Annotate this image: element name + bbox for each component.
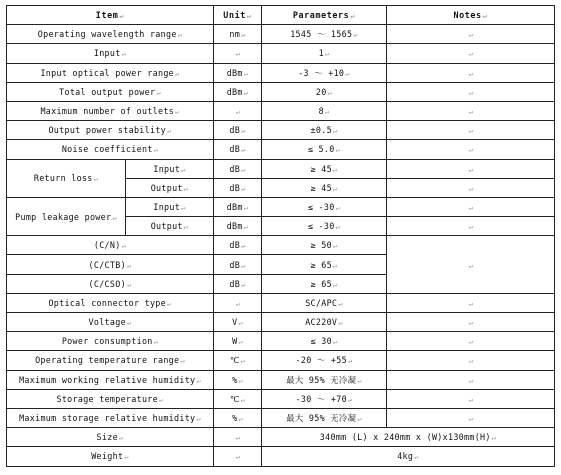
unit-cell: dBm↵ bbox=[214, 63, 262, 82]
table-row bbox=[7, 82, 555, 101]
unit-cell: ↵ bbox=[214, 44, 262, 63]
item-cell: (C/N)↵ bbox=[7, 236, 214, 255]
table-row bbox=[7, 25, 555, 44]
header-notes: Notes↵ bbox=[387, 6, 555, 25]
item-cell: Maximum number of outlets↵ bbox=[7, 101, 214, 120]
param-cell: ≥ 45↵ bbox=[262, 159, 387, 178]
note-cell: ↵ bbox=[387, 389, 555, 408]
table-row bbox=[7, 370, 555, 389]
param-cell: -20 ～ +55↵ bbox=[262, 351, 387, 370]
item-cell: Weight↵ bbox=[7, 447, 214, 466]
note-cell: ↵ bbox=[387, 332, 555, 351]
table-row bbox=[7, 428, 555, 447]
table-row bbox=[7, 197, 555, 216]
param-cell: -3 ～ +10↵ bbox=[262, 63, 387, 82]
unit-cell: dB↵ bbox=[214, 121, 262, 140]
param-cell: 8↵ bbox=[262, 101, 387, 120]
table-row bbox=[7, 447, 555, 466]
param-cell: ≤ -30↵ bbox=[262, 197, 387, 216]
table-row bbox=[7, 389, 555, 408]
item-cell: Power consumption↵ bbox=[7, 332, 214, 351]
table-row bbox=[7, 236, 555, 255]
unit-cell: dBm↵ bbox=[214, 217, 262, 236]
item-cell: Storage temperature↵ bbox=[7, 389, 214, 408]
note-cell: ↵ bbox=[387, 63, 555, 82]
spec-table bbox=[6, 5, 555, 467]
sub-item-cell: Output↵ bbox=[126, 178, 214, 197]
item-cell: Operating wavelength range↵ bbox=[7, 25, 214, 44]
sub-item-cell: Output↵ bbox=[126, 217, 214, 236]
param-cell: -30 ～ +70↵ bbox=[262, 389, 387, 408]
param-cell: SC/APC↵ bbox=[262, 293, 387, 312]
note-cell: ↵ bbox=[387, 25, 555, 44]
unit-cell: dB↵ bbox=[214, 140, 262, 159]
sub-item-cell: Input↵ bbox=[126, 197, 214, 216]
note-cell: ↵ bbox=[387, 197, 555, 216]
note-cell: ↵ bbox=[387, 293, 555, 312]
unit-cell: ↵ bbox=[214, 428, 262, 447]
note-cell: ↵ bbox=[387, 140, 555, 159]
unit-cell: dB↵ bbox=[214, 255, 262, 274]
param-cell: 20↵ bbox=[262, 82, 387, 101]
unit-cell: dB↵ bbox=[214, 236, 262, 255]
param-cell: ≤ -30↵ bbox=[262, 217, 387, 236]
item-cell: Size↵ bbox=[7, 428, 214, 447]
note-cell: ↵ bbox=[387, 217, 555, 236]
table-row bbox=[7, 293, 555, 312]
param-cell: 最大 95% 无冷凝↵ bbox=[262, 370, 387, 389]
item-cell: Optical connector type↵ bbox=[7, 293, 214, 312]
note-cell: ↵ bbox=[387, 44, 555, 63]
item-cell: (C/CSO)↵ bbox=[7, 274, 214, 293]
param-cell: ≤ 5.0↵ bbox=[262, 140, 387, 159]
unit-cell: ↵ bbox=[214, 447, 262, 466]
item-cell: Input optical power range↵ bbox=[7, 63, 214, 82]
param-cell: ≥ 50↵ bbox=[262, 236, 387, 255]
header-parameters: Parameters↵ bbox=[262, 6, 387, 25]
param-cell: ±0.5↵ bbox=[262, 121, 387, 140]
unit-cell: ↵ bbox=[214, 293, 262, 312]
unit-cell: V↵ bbox=[214, 313, 262, 332]
param-cell: ≤ 30↵ bbox=[262, 332, 387, 351]
pump-leakage-label: Pump leakage power↵ bbox=[7, 197, 126, 235]
param-cell: ≥ 45↵ bbox=[262, 178, 387, 197]
param-cell: ≥ 65↵ bbox=[262, 255, 387, 274]
note-cell: ↵ bbox=[387, 351, 555, 370]
item-cell: (C/CTB)↵ bbox=[7, 255, 214, 274]
note-cell: ↵ bbox=[387, 408, 555, 427]
note-cell: ↵ bbox=[387, 101, 555, 120]
param-cell: 1545 ～ 1565↵ bbox=[262, 25, 387, 44]
unit-cell: dBm↵ bbox=[214, 197, 262, 216]
header-row bbox=[7, 6, 555, 25]
note-cell: ↵ bbox=[387, 370, 555, 389]
note-cell: ↵ bbox=[387, 121, 555, 140]
unit-cell: %↵ bbox=[214, 408, 262, 427]
note-cell: ↵ bbox=[387, 82, 555, 101]
table-row bbox=[7, 408, 555, 427]
unit-cell: ↵ bbox=[214, 101, 262, 120]
unit-cell: dB↵ bbox=[214, 159, 262, 178]
item-cell: Maximum working relative humidity↵ bbox=[7, 370, 214, 389]
weight-value-cell: 4kg↵ bbox=[262, 447, 555, 466]
note-cell: ↵ bbox=[387, 178, 555, 197]
unit-cell: %↵ bbox=[214, 370, 262, 389]
table-row bbox=[7, 351, 555, 370]
table-row bbox=[7, 140, 555, 159]
table-row bbox=[7, 101, 555, 120]
item-cell: Voltage↵ bbox=[7, 313, 214, 332]
item-cell: Total output power↵ bbox=[7, 82, 214, 101]
unit-cell: W↵ bbox=[214, 332, 262, 351]
unit-cell: dBm↵ bbox=[214, 82, 262, 101]
table-row bbox=[7, 63, 555, 82]
unit-cell: dB↵ bbox=[214, 274, 262, 293]
item-cell: Maximum storage relative humidity↵ bbox=[7, 408, 214, 427]
merged-note-cell: ↵ bbox=[387, 236, 555, 294]
table-row bbox=[7, 313, 555, 332]
size-value-cell: 340mm (L) x 240mm x (W)x130mm(H)↵ bbox=[262, 428, 555, 447]
unit-cell: dB↵ bbox=[214, 178, 262, 197]
unit-cell: ℃↵ bbox=[214, 389, 262, 408]
item-cell: Output power stability↵ bbox=[7, 121, 214, 140]
sub-item-cell: Input↵ bbox=[126, 159, 214, 178]
note-cell: ↵ bbox=[387, 313, 555, 332]
unit-cell: nm↵ bbox=[214, 25, 262, 44]
param-cell: AC220V↵ bbox=[262, 313, 387, 332]
item-cell: Noise coefficient↵ bbox=[7, 140, 214, 159]
header-item: Item↵ bbox=[7, 6, 214, 25]
unit-cell: ℃↵ bbox=[214, 351, 262, 370]
table-row bbox=[7, 159, 555, 178]
param-cell: 最大 95% 无冷凝↵ bbox=[262, 408, 387, 427]
table-row bbox=[7, 121, 555, 140]
table-row bbox=[7, 332, 555, 351]
note-cell: ↵ bbox=[387, 159, 555, 178]
item-cell: Operating temperature range↵ bbox=[7, 351, 214, 370]
param-cell: ≥ 65↵ bbox=[262, 274, 387, 293]
param-cell: 1↵ bbox=[262, 44, 387, 63]
header-unit: Unit↵ bbox=[214, 6, 262, 25]
item-cell: Input↵ bbox=[7, 44, 214, 63]
table-row bbox=[7, 44, 555, 63]
return-loss-label: Return loss↵ bbox=[7, 159, 126, 197]
